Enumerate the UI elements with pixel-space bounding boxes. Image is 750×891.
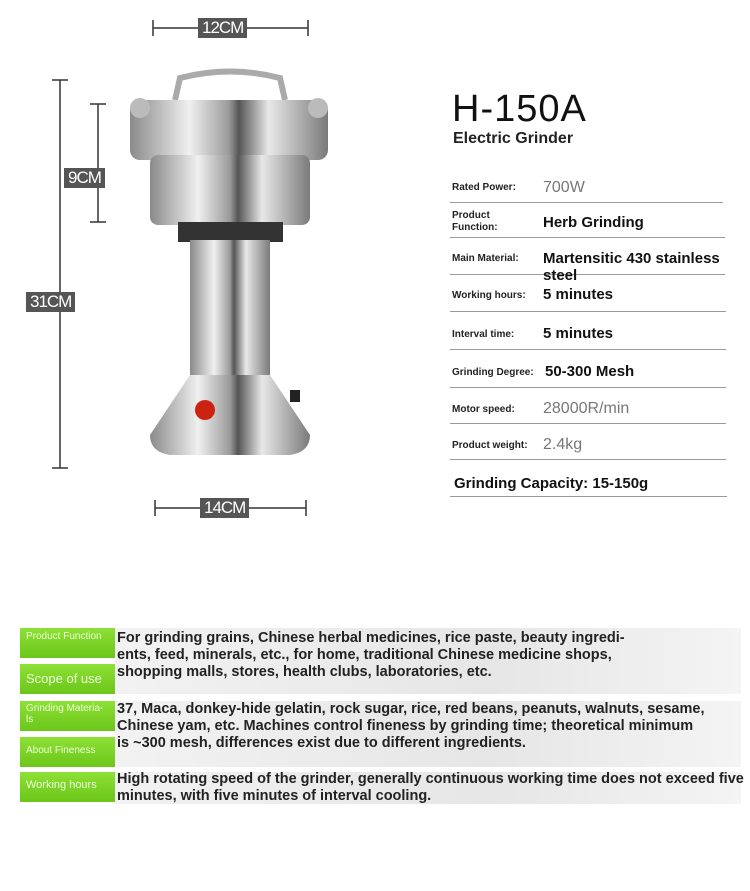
label-about-fineness: About Fineness [20,737,115,767]
spec-value: 5 minutes [543,325,614,342]
label-product-function: Product Function [20,628,115,658]
text-line: 37, Maca, donkey-hide gelatin, rock sugar, rice, red beans, peanuts, walnuts, sesame, [117,701,705,717]
text-line: For grinding grains, Chinese herbal medicines, rice paste, beauty ingredi- [117,630,625,646]
spec-row [450,275,726,312]
text-line: Chinese yam, etc. Machines control fineness by grinding time; theoretical minimum [117,718,694,734]
height-dimension-label: 31CM [26,292,75,312]
spec-label: Main Material: [452,253,519,264]
spec-row [450,388,726,424]
spec-row [450,424,726,460]
text-line: High rotating speed of the grinder, generally continuous working time does not exceed five [117,771,744,787]
width-dimension-label: 12CM [198,18,247,38]
spec-row [450,460,727,497]
text-line: is ~300 mesh, differences exist due to different ingredients. [117,735,526,751]
spec-label: Product weight: [452,440,528,451]
spec-value: 700W [543,179,585,196]
spec-row [450,203,725,238]
spec-value: 50-300 Mesh [545,363,635,380]
product-model: H-150A [452,88,587,130]
label-working-hours: Working hours [20,772,115,802]
grinding-capacity: Grinding Capacity: 15-150g [454,475,649,492]
spec-value: Herb Grinding [543,214,644,231]
product-name: Electric Grinder [453,130,574,147]
grinder-product-image [0,0,440,530]
spec-label: Product Function: [452,210,498,233]
spec-row [450,175,723,203]
spec-label: Interval time: [452,329,515,340]
base-dimension-label: 14CM [200,498,249,518]
spec-label: Rated Power: [452,182,516,193]
spec-value: 2.4kg [543,436,583,453]
spec-label: Grinding Degree: [452,367,534,378]
text-line: shopping malls, stores, health clubs, laboratories, etc. [117,664,492,680]
label-grinding-materials: Grinding Materia-ls [20,701,115,731]
label-scope-of-use: Scope of use [20,664,115,694]
spec-row [450,312,726,350]
text-line: minutes, with five minutes of interval cooling. [117,788,432,804]
spec-label: Working hours: [452,290,526,301]
grinding-materials-text [117,701,747,752]
spec-value: 28000R/min [543,400,630,417]
working-hours-text [117,771,747,805]
spec-label: Motor speed: [452,404,515,415]
lid-height-dimension-label: 9CM [64,168,105,188]
spec-row [450,350,726,388]
product-function-text [117,630,747,681]
spec-value: 5 minutes [543,286,614,303]
spec-row [450,238,725,284]
spec-value: Martensitic 430 stainless steel [543,250,720,284]
text-line: ents, feed, minerals, etc., for home, traditional Chinese medicine shops, [117,647,612,663]
